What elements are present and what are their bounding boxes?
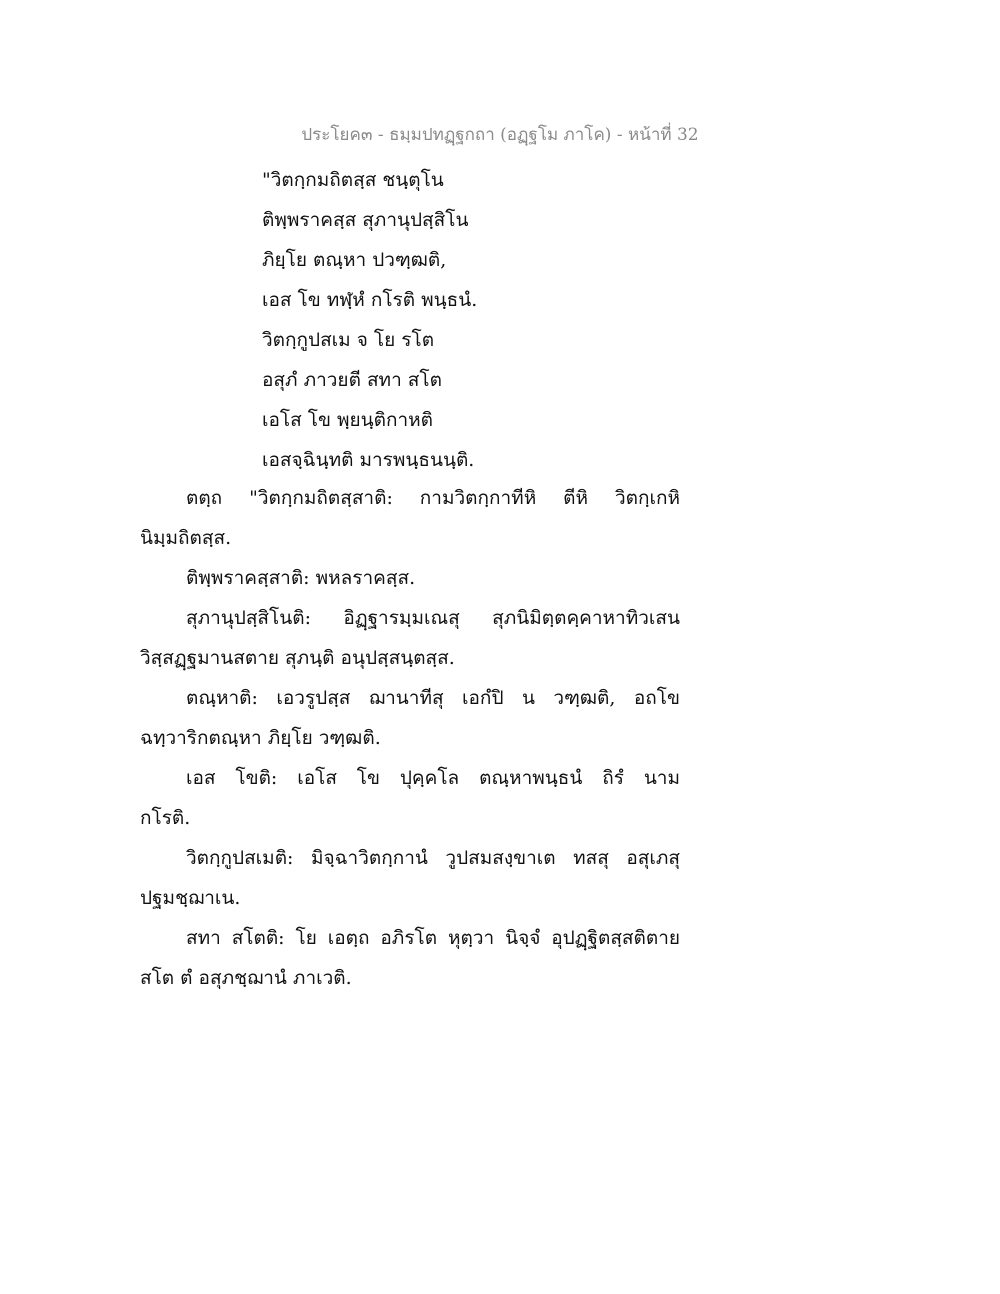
paragraph	[140, 478, 680, 558]
verse-line: ภิยฺโย ตณฺหา ปวฑฺฒติ,	[262, 249, 447, 271]
paragraph	[140, 918, 680, 998]
paragraph-continuation: วิสฺสฏฺฐมานสตาย สุภนฺติ อนุปสฺสนฺตสฺส.	[140, 647, 455, 669]
paragraph-first-line: ติพฺพราคสฺสาติ: พหลราคสฺส.	[186, 567, 416, 589]
paragraph-first-line: สุภานุปสฺสิโนติ: อิฏฺฐารมฺมเณสุ สุภนิมิตฺตคฺคาหาทิวเสน	[186, 607, 680, 629]
paragraph-continuation: ปฐมชฺฌาเน.	[140, 887, 241, 909]
verse-line: เอส โข ทฬฺหํ กโรติ พนฺธนํ.	[262, 289, 478, 311]
verse-line: ติพฺพราคสฺส สุภานุปสฺสิโน	[262, 209, 469, 231]
paragraph	[140, 558, 680, 598]
paragraph-continuation: ฉทฺวาริกตณฺหา ภิยฺโย วฑฺฒติ.	[140, 727, 381, 749]
paragraph-continuation: กโรติ.	[140, 807, 191, 829]
paragraph	[140, 758, 680, 838]
verse-block	[262, 160, 862, 480]
paragraph	[140, 598, 680, 678]
paragraph	[140, 678, 680, 758]
page-header: ประโยค๓ - ธมฺมปทฏฺฐกถา (อฏฺฐโม ภาโค) - หน้าที่ 32	[301, 125, 699, 145]
paragraph-first-line: สทา สโตติ: โย เอตฺถ อภิรโต หุตฺวา นิจฺจํ อุปฏฺฐิตสฺสติตาย	[186, 927, 680, 949]
paragraph-first-line: เอส โขติ: เอโส โข ปุคฺคโล ตณฺหาพนฺธนํ ถิรํ นาม	[186, 767, 680, 789]
paragraph-first-line: ตณฺหาติ: เอวรูปสฺส ฌานาทีสุ เอกํปิ น วฑฺฒติ, อถโข	[186, 687, 680, 709]
verse-line: "วิตกฺกมถิตสฺส ชนฺตุโน	[262, 169, 444, 191]
paragraph-first-line: ตตฺถ "วิตกฺกมถิตสฺสาติ: กามวิตกฺกาทีหิ ตีหิ วิตกฺเกหิ	[186, 487, 680, 509]
commentary-body	[140, 478, 680, 998]
verse-line: อสุภํ ภาวยตี สทา สโต	[262, 369, 442, 391]
verse-line: เอสจฺฉินฺทติ มารพนฺธนนฺติ.	[262, 449, 475, 471]
paragraph-continuation: นิมฺมถิตสฺส.	[140, 527, 232, 549]
verse-line: เอโส โข พฺยนฺติกาหติ	[262, 409, 433, 431]
verse-line: วิตกฺกูปสเม จ โย รโต	[262, 329, 435, 351]
paragraph-first-line: วิตกฺกูปสเมติ: มิจฺฉาวิตกฺกานํ วูปสมสงฺขาเต ทสสุ อสุเภสุ	[186, 847, 680, 869]
paragraph	[140, 838, 680, 918]
paragraph-continuation: สโต ตํ อสุภชฺฌานํ ภาเวติ.	[140, 967, 352, 989]
